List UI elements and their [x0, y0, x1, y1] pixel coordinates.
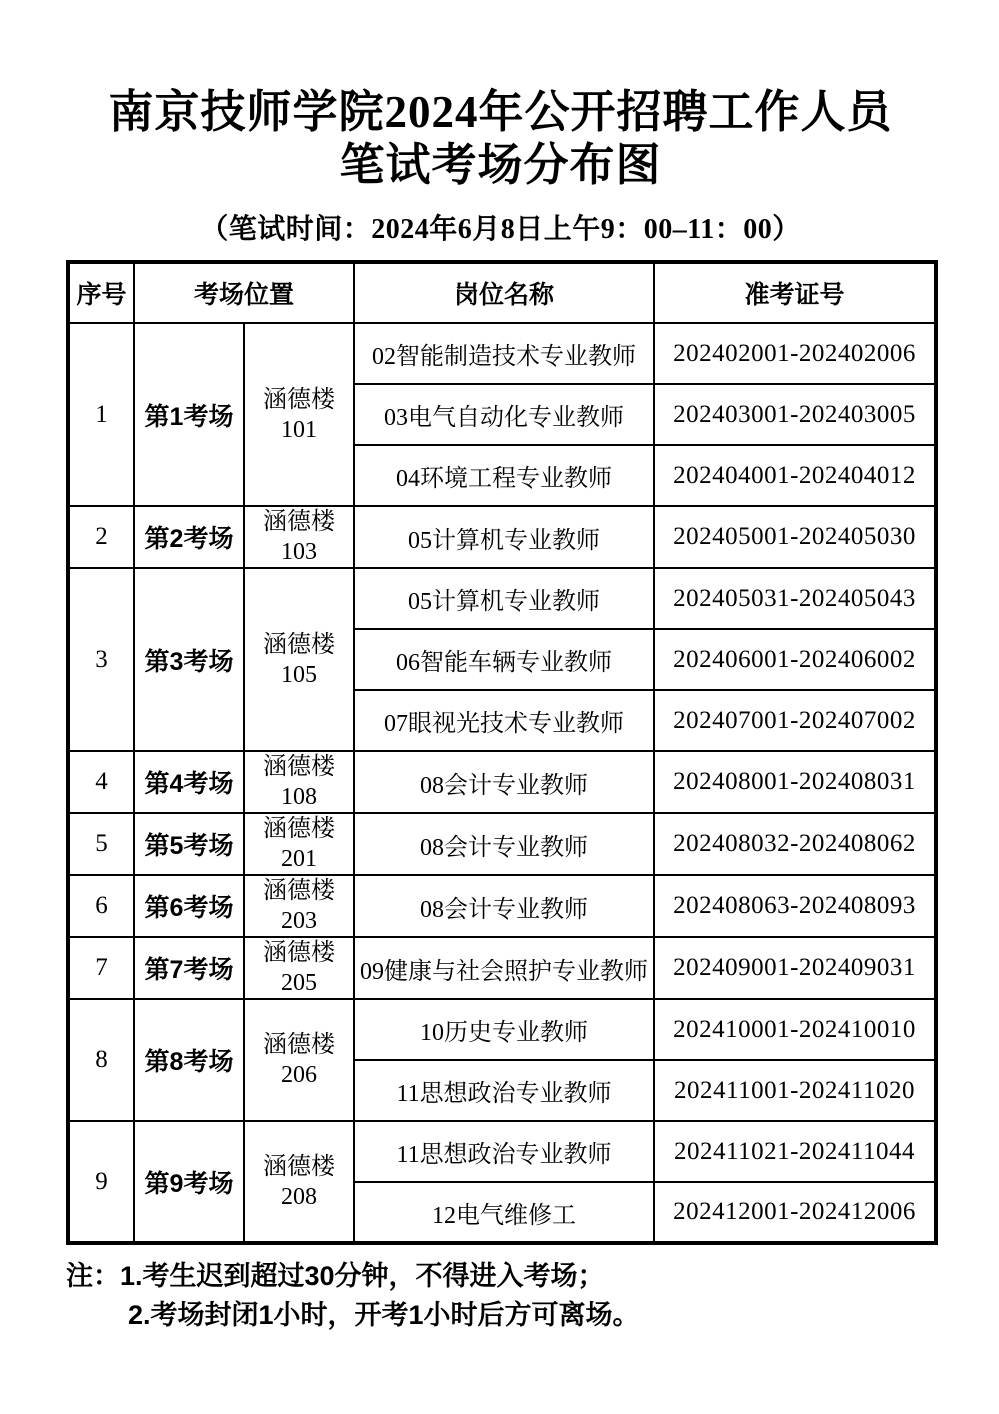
ticket-cell: 202407001-202407002: [654, 690, 936, 751]
seq-cell: 2: [68, 506, 134, 568]
job-cell: 06智能车辆专业教师: [354, 629, 654, 690]
ticket-cell: 202408001-202408031: [654, 751, 936, 813]
seq-cell: 7: [68, 937, 134, 999]
building-cell: 涵德楼 108: [244, 751, 354, 813]
seq-cell: 5: [68, 813, 134, 875]
job-cell: 08会计专业教师: [354, 813, 654, 875]
table-row: [68, 875, 936, 937]
building-cell: 涵德楼 205: [244, 937, 354, 999]
room-cell: 第1考场: [134, 323, 244, 506]
building-cell: 涵德楼 103: [244, 506, 354, 568]
page-title-line2: 笔试考场分布图: [339, 139, 662, 190]
building-cell: 涵德楼 101: [244, 323, 354, 506]
job-cell: 03电气自动化专业教师: [354, 384, 654, 445]
job-cell: 05计算机专业教师: [354, 506, 654, 568]
table-row: [68, 323, 936, 384]
building-cell: 涵德楼 203: [244, 875, 354, 937]
ticket-cell: 202405031-202405043: [654, 568, 936, 629]
exam-room-table: [66, 260, 938, 1245]
room-cell: 第4考场: [134, 751, 244, 813]
note-line-2: [66, 1296, 935, 1335]
job-cell: 10历史专业教师: [354, 999, 654, 1060]
room-cell: 第2考场: [134, 506, 244, 568]
table-row: [68, 999, 936, 1060]
job-cell: 08会计专业教师: [354, 751, 654, 813]
seq-cell: 3: [68, 568, 134, 751]
room-cell: 第3考场: [134, 568, 244, 751]
building-cell: 涵德楼 105: [244, 568, 354, 751]
room-cell: 第5考场: [134, 813, 244, 875]
ticket-cell: 202412001-202412006: [654, 1182, 936, 1243]
job-cell: 04环境工程专业教师: [354, 445, 654, 506]
page-title: [66, 86, 935, 191]
table-row: [68, 937, 936, 999]
ticket-cell: 202405001-202405030: [654, 506, 936, 568]
ticket-cell: 202411021-202411044: [654, 1121, 936, 1182]
table-row: [68, 568, 936, 629]
seq-cell: 6: [68, 875, 134, 937]
exam-table-body: [68, 323, 936, 1243]
ticket-cell: 202404001-202404012: [654, 445, 936, 506]
room-cell: 第9考场: [134, 1121, 244, 1243]
building-cell: 涵德楼 206: [244, 999, 354, 1121]
note-item-1: 1.考生迟到超过30分钟，不得进入考场；: [120, 1261, 605, 1292]
ticket-cell: 202408032-202408062: [654, 813, 936, 875]
table-row: [68, 751, 936, 813]
job-cell: 11思想政治专业教师: [354, 1060, 654, 1121]
job-cell: 05计算机专业教师: [354, 568, 654, 629]
notes: [66, 1257, 935, 1335]
ticket-cell: 202411001-202411020: [654, 1060, 936, 1121]
col-header-ticket: 准考证号: [654, 262, 936, 323]
seq-cell: 8: [68, 999, 134, 1121]
building-cell: 涵德楼 208: [244, 1121, 354, 1243]
job-cell: 07眼视光技术专业教师: [354, 690, 654, 751]
table-row: [68, 506, 936, 568]
ticket-cell: 202406001-202406002: [654, 629, 936, 690]
job-cell: 02智能制造技术专业教师: [354, 323, 654, 384]
ticket-cell: 202402001-202402006: [654, 323, 936, 384]
ticket-cell: 202403001-202403005: [654, 384, 936, 445]
table-row: [68, 813, 936, 875]
job-cell: 08会计专业教师: [354, 875, 654, 937]
ticket-cell: 202410001-202410010: [654, 999, 936, 1060]
table-row: [68, 1121, 936, 1182]
note-line-1: [66, 1257, 935, 1296]
col-header-seq: 序号: [68, 262, 134, 323]
room-cell: 第8考场: [134, 999, 244, 1121]
header-row: [68, 262, 936, 323]
note-item-2: 2.考场封闭1小时，开考1小时后方可离场。: [128, 1300, 640, 1331]
job-cell: 09健康与社会照护专业教师: [354, 937, 654, 999]
job-cell: 12电气维修工: [354, 1182, 654, 1243]
exam-time-subtitle: （笔试时间：2024年6月8日上午9：00–11：00）: [200, 214, 801, 246]
seq-cell: 1: [68, 323, 134, 506]
note-prefix: 注：: [66, 1261, 120, 1292]
col-header-job: 岗位名称: [354, 262, 654, 323]
page-title-line1: 南京技师学院2024年公开招聘工作人员: [108, 87, 893, 137]
col-header-location: 考场位置: [134, 262, 354, 323]
room-cell: 第6考场: [134, 875, 244, 937]
job-cell: 11思想政治专业教师: [354, 1121, 654, 1182]
ticket-cell: 202408063-202408093: [654, 875, 936, 937]
building-cell: 涵德楼 201: [244, 813, 354, 875]
ticket-cell: 202409001-202409031: [654, 937, 936, 999]
seq-cell: 4: [68, 751, 134, 813]
seq-cell: 9: [68, 1121, 134, 1243]
room-cell: 第7考场: [134, 937, 244, 999]
